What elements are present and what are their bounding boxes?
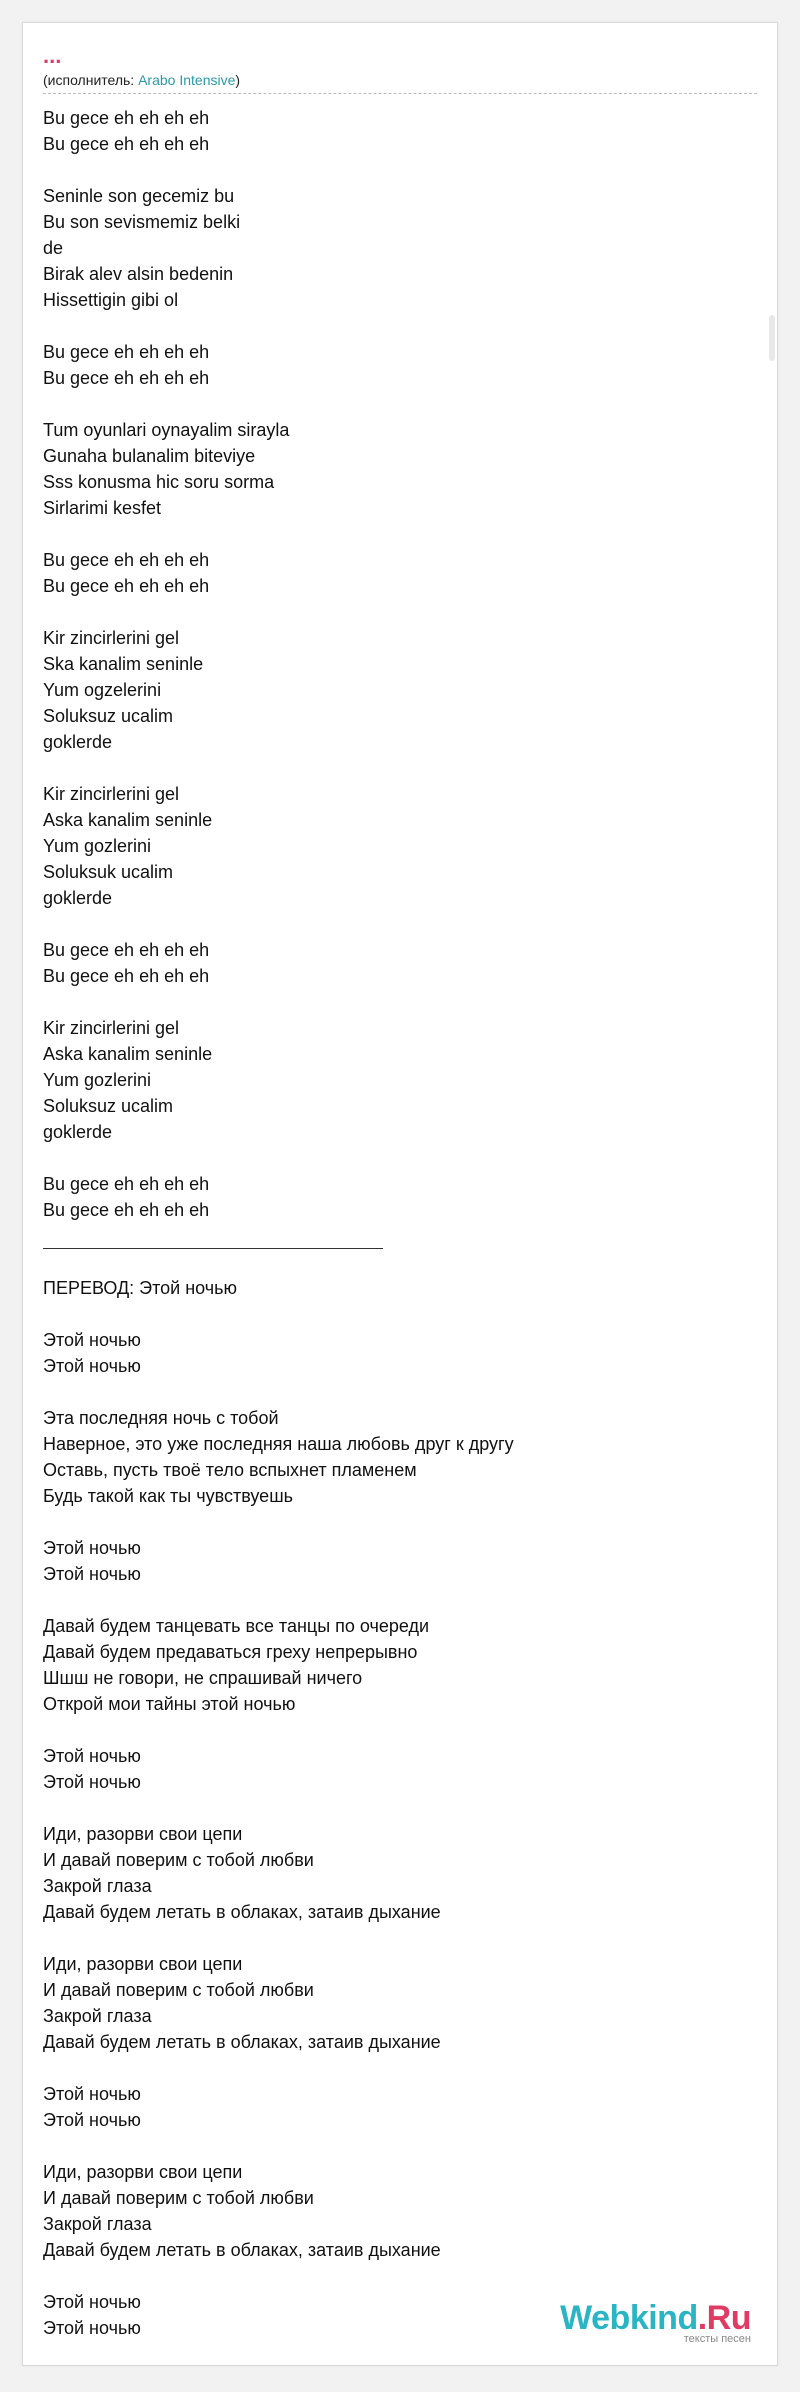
lyric-line: Yum ogzelerini xyxy=(43,680,162,700)
stanza-gap xyxy=(43,1145,743,1171)
stanza-gap xyxy=(43,989,743,1015)
lyric-line: Bu gece eh eh eh eh xyxy=(43,1174,210,1194)
lyric-line: Hissettigin gibi ol xyxy=(43,290,179,310)
lyric-line: ПЕРЕВОД: Этой ночью xyxy=(43,1278,238,1298)
lyric-line: Закрой глаза xyxy=(43,2214,152,2234)
lyric-line: И давай поверим с тобой любви xyxy=(43,1850,314,1870)
stanza-gap xyxy=(43,599,743,625)
lyric-line: goklerde xyxy=(43,732,113,752)
stanza-gap xyxy=(43,1509,743,1535)
lyric-line: Bu gece eh eh eh eh xyxy=(43,966,210,986)
lyric-line: Kir zincirlerini gel xyxy=(43,1018,180,1038)
site-logo[interactable] xyxy=(560,2301,751,2345)
lyric-line: Bu gece eh eh eh eh xyxy=(43,940,210,960)
lyric-line: Иди, разорви свои цепи xyxy=(43,1954,243,1974)
stanza-gap xyxy=(43,391,743,417)
lyric-line: Soluksuz ucalim xyxy=(43,1096,174,1116)
lyric-line: Bu gece eh eh eh eh xyxy=(43,108,210,128)
lyric-line: Закрой глаза xyxy=(43,1876,152,1896)
lyric-line: Иди, разорви свои цепи xyxy=(43,1824,243,1844)
lyric-line: Давай будем летать в облаках, затаив дыхание xyxy=(43,2240,441,2260)
lyric-line: Bu gece eh eh eh eh xyxy=(43,576,210,596)
lyric-line: Закрой глаза xyxy=(43,2006,152,2026)
stanza-gap xyxy=(43,2263,743,2289)
lyric-line: Шшш не говори, не спрашивай ничего xyxy=(43,1668,363,1688)
lyric-line: Давай будем танцевать все танцы по очереди xyxy=(43,1616,430,1636)
lyric-line: Kir zincirlerini gel xyxy=(43,784,180,804)
lyric-line: Gunaha bulanalim biteviye xyxy=(43,446,256,466)
lyric-line: Иди, разорви свои цепи xyxy=(43,2162,243,2182)
stanza-gap xyxy=(43,1795,743,1821)
stanza-gap xyxy=(43,911,743,937)
lyric-line: Этой ночью xyxy=(43,2110,141,2130)
stanza-gap xyxy=(43,1379,743,1405)
lyric-line: Aska kanalim seninle xyxy=(43,1044,213,1064)
lyric-line: Оставь, пусть твоё тело вспыхнет пламенем xyxy=(43,1460,417,1480)
lyric-line: Bu gece eh eh eh eh xyxy=(43,550,210,570)
lyric-line: И давай поверим с тобой любви xyxy=(43,2188,314,2208)
stanza-gap xyxy=(43,1587,743,1613)
translation-separator xyxy=(43,1223,383,1249)
lyric-line: Этой ночью xyxy=(43,2292,141,2312)
lyrics-card xyxy=(22,22,778,2366)
lyric-line: Давай будем предаваться греху непрерывно xyxy=(43,1642,418,1662)
lyric-line: Soluksuk ucalim xyxy=(43,862,174,882)
logo-wordmark xyxy=(560,2301,751,2335)
lyric-line: Birak alev alsin bedenin xyxy=(43,264,234,284)
logo-name: Webkind xyxy=(560,2299,698,2337)
lyric-line: Sss konusma hic soru sorma xyxy=(43,472,275,492)
lyric-line: Давай будем летать в облаках, затаив дыхание xyxy=(43,1902,441,1922)
lyric-line: goklerde xyxy=(43,888,113,908)
stanza-gap xyxy=(43,157,743,183)
stanza-gap xyxy=(43,313,743,339)
song-title: ... xyxy=(43,43,62,68)
lyric-line: de xyxy=(43,238,64,258)
stanza-gap xyxy=(43,1301,743,1327)
stanza-gap xyxy=(43,1717,743,1743)
stanza-gap xyxy=(43,2055,743,2081)
artist-link[interactable]: Arabo Intensive xyxy=(138,72,236,88)
lyric-line: Sirlarimi kesfet xyxy=(43,498,162,518)
lyrics-body xyxy=(43,105,743,2341)
lyric-line: Этой ночью xyxy=(43,1330,141,1350)
lyric-line: Kir zincirlerini gel xyxy=(43,628,180,648)
lyric-line: Наверное, это уже последняя наша любовь друг к другу xyxy=(43,1434,514,1454)
lyric-line: Этой ночью xyxy=(43,2318,141,2338)
lyric-line: Этой ночью xyxy=(43,1772,141,1792)
lyric-line: Bu gece eh eh eh eh xyxy=(43,134,210,154)
scroll-handle[interactable] xyxy=(769,315,775,361)
lyric-line: Bu gece eh eh eh eh xyxy=(43,1200,210,1220)
lyric-line: Aska kanalim seninle xyxy=(43,810,213,830)
logo-tld: .Ru xyxy=(697,2299,751,2337)
lyric-line: Этой ночью xyxy=(43,2084,141,2104)
lyric-line: Bu gece eh eh eh eh xyxy=(43,368,210,388)
lyric-line: Soluksuz ucalim xyxy=(43,706,174,726)
stanza-gap xyxy=(43,755,743,781)
stanza-gap xyxy=(43,2133,743,2159)
lyric-line: Yum gozlerini xyxy=(43,836,152,856)
lyric-line: Этой ночью xyxy=(43,1356,141,1376)
stanza-gap xyxy=(43,521,743,547)
lyric-line: Yum gozlerini xyxy=(43,1070,152,1090)
lyric-line: И давай поверим с тобой любви xyxy=(43,1980,314,2000)
lyric-line: Будь такой как ты чувствуешь xyxy=(43,1486,294,1506)
lyric-line: Этой ночью xyxy=(43,1746,141,1766)
lyric-line: Давай будем летать в облаках, затаив дыхание xyxy=(43,2032,441,2052)
lyric-line: Ska kanalim seninle xyxy=(43,654,204,674)
lyric-line: Bu son sevismemiz belki xyxy=(43,212,241,232)
header-divider xyxy=(43,93,757,94)
lyric-line: Открой мои тайны этой ночью xyxy=(43,1694,296,1714)
lyric-line: Seninle son gecemiz bu xyxy=(43,186,235,206)
artist-prefix: (исполнитель: xyxy=(43,72,139,88)
artist-line xyxy=(43,71,240,89)
stanza-gap xyxy=(43,1925,743,1951)
lyric-line: Этой ночью xyxy=(43,1538,141,1558)
artist-suffix: ) xyxy=(235,72,241,88)
lyric-line: goklerde xyxy=(43,1122,113,1142)
logo-tagline: тексты песен xyxy=(683,2333,751,2345)
original-lyrics xyxy=(43,105,743,1223)
lyric-line: Этой ночью xyxy=(43,1564,141,1584)
lyric-line: Tum oyunlari oynayalim sirayla xyxy=(43,420,290,440)
lyric-line: Эта последняя ночь с тобой xyxy=(43,1408,279,1428)
translated-lyrics xyxy=(43,1275,743,2341)
lyric-line: Bu gece eh eh eh eh xyxy=(43,342,210,362)
